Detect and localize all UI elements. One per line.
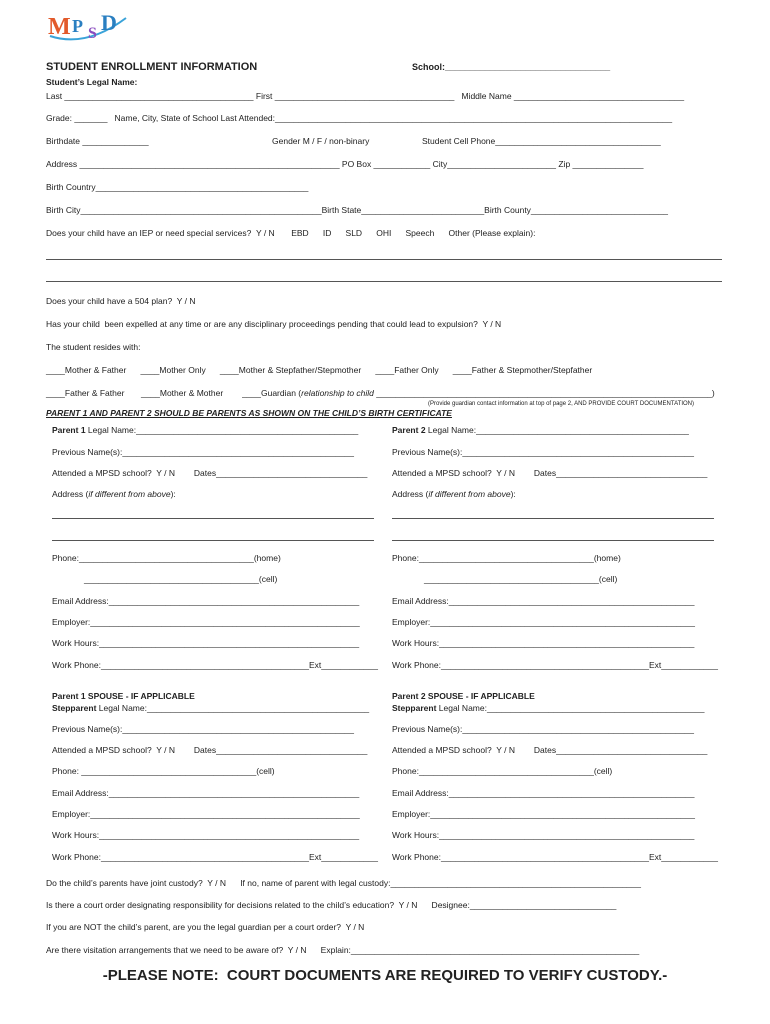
parent1-previous-names[interactable]: Previous Name(s):_________________________________________________ [52,447,355,457]
spouse2-phone[interactable]: Phone:_____________________________________(cell) [392,766,613,776]
birthdate-field[interactable]: Birthdate ______________ [46,136,149,146]
legal-guardian-question[interactable]: If you are NOT the child’s parent, are you the legal guardian per a court order? Y / N [46,922,365,932]
birth-city-state-county-field[interactable]: Birth City___________________________________________________Birth State__________________________Birth County_____________________________ [46,205,669,215]
student-cell-field[interactable]: Student Cell Phone___________________________________ [422,136,661,146]
parent2-work-phone[interactable]: Work Phone:____________________________________________Ext____________ [392,660,718,670]
parent1-address-line-1[interactable] [52,518,374,519]
spouse1-phone[interactable]: Phone: _____________________________________(cell) [52,766,275,776]
student-name-fields[interactable]: Last ________________________________________ First ______________________________________ Middle Name ____________________________________ [46,91,685,101]
address-field[interactable]: Address _______________________________________________________ PO Box ____________ City_______________________ Zip _______________ [46,159,644,169]
student-legal-name-label: Student’s Legal Name: [46,77,138,87]
resides-options-row-2[interactable]: ____Father & Father ____Mother & Mother ____Guardian (relationship to child _______________________________________________________________________) [46,388,715,398]
spouse2-attended-mpsd[interactable]: Attended a MPSD school? Y / N Dates________________________________ [392,745,708,755]
spouse1-attended-mpsd[interactable]: Attended a MPSD school? Y / N Dates________________________________ [52,745,368,755]
guardian-note: (Provide guardian contact information at top of page 2, AND PROVIDE COURT DOCUMENTATION) [428,401,694,407]
parent1-work-phone[interactable]: Work Phone:____________________________________________Ext____________ [52,660,378,670]
spouse1-heading: Parent 1 SPOUSE - IF APPLICABLE [52,691,195,701]
parent2-work-hours[interactable]: Work Hours:______________________________________________________ [392,638,695,648]
spouse1-work-hours[interactable]: Work Hours:_______________________________________________________ [52,830,360,840]
spouse1-previous-names[interactable]: Previous Name(s):_________________________________________________ [52,724,355,734]
parent2-employer[interactable]: Employer:________________________________________________________ [392,617,695,627]
iep-explain-line-1[interactable] [46,259,722,260]
spouse1-work-phone[interactable]: Work Phone:____________________________________________Ext____________ [52,852,378,862]
parent1-address-line-2[interactable] [52,540,374,541]
iep-question[interactable]: Does your child have an IEP or need special services? Y / N EBD ID SLD OHI Speech Other (Please explain): [46,228,536,238]
parent2-address-line-1[interactable] [392,518,714,519]
parent2-attended-mpsd[interactable]: Attended a MPSD school? Y / N Dates________________________________ [392,468,708,478]
resides-options-row-1[interactable]: ____Mother & Father ____Mother Only ____Mother & Stepfather/Stepmother ____Father Only ____Father & Stepmother/Stepfather [46,365,593,375]
spouse2-work-hours[interactable]: Work Hours:______________________________________________________ [392,830,695,840]
form-title: STUDENT ENROLLMENT INFORMATION [46,61,258,73]
expelled-question[interactable]: Has your child been expelled at any time or are any disciplinary proceedings pending that could lead to expulsion? Y / N [46,319,502,329]
parent2-cell-phone[interactable]: _____________________________________(cell) [424,574,618,584]
parent2-previous-names[interactable]: Previous Name(s):_________________________________________________ [392,447,695,457]
spouse2-previous-names[interactable]: Previous Name(s):_________________________________________________ [392,724,695,734]
spouse2-employer[interactable]: Employer:________________________________________________________ [392,809,695,819]
parent2-address-label: Address (if different from above): [392,489,516,499]
parent2-address-line-2[interactable] [392,540,714,541]
visitation-question[interactable]: Are there visitation arrangements that we need to be aware of? Y / N Explain:_____________________________________________________________ [46,945,640,955]
mpsd-logo [46,8,130,42]
spouse1-employer[interactable]: Employer:_________________________________________________________ [52,809,360,819]
school-field[interactable]: School:_________________________________ [412,62,611,72]
iep-explain-line-2[interactable] [46,281,722,282]
plan504-question[interactable]: Does your child have a 504 plan? Y / N [46,296,196,306]
court-documents-note: -PLEASE NOTE: COURT DOCUMENTS ARE REQUIRED TO VERIFY CUSTODY.- [102,967,668,984]
parent1-employer[interactable]: Employer:_________________________________________________________ [52,617,360,627]
spouse1-email[interactable]: Email Address:_____________________________________________________ [52,788,360,798]
parent1-attended-mpsd[interactable]: Attended a MPSD school? Y / N Dates________________________________ [52,468,368,478]
spouse1-legal-name[interactable]: Stepparent Legal Name:_______________________________________________ [52,703,370,713]
parent1-legal-name[interactable]: Parent 1 Legal Name:_______________________________________________ [52,425,359,435]
parent1-home-phone[interactable]: Phone:_____________________________________(home) [52,553,281,563]
parent1-email[interactable]: Email Address:_____________________________________________________ [52,596,360,606]
gender-field[interactable]: Gender M / F / non-binary [272,136,370,146]
logo-letter-d: D [101,10,117,35]
spouse2-heading: Parent 2 SPOUSE - IF APPLICABLE [392,691,535,701]
grade-school-field[interactable]: Grade: _______ Name, City, State of School Last Attended:____________________________________________________________________________________ [46,113,673,123]
logo-letter-m: M [48,14,71,40]
joint-custody-question[interactable]: Do the child’s parents have joint custody? Y / N If no, name of parent with legal custody:_____________________________________________________ [46,878,641,888]
parent1-address-label: Address (if different from above): [52,489,176,499]
parent2-home-phone[interactable]: Phone:_____________________________________(home) [392,553,621,563]
parent2-email[interactable]: Email Address:____________________________________________________ [392,596,695,606]
spouse2-email[interactable]: Email Address:____________________________________________________ [392,788,695,798]
spouse2-legal-name[interactable]: Stepparent Legal Name:______________________________________________ [392,703,705,713]
parent2-legal-name[interactable]: Parent 2 Legal Name:_____________________________________________ [392,425,689,435]
parent1-cell-phone[interactable]: _____________________________________(cell) [84,574,278,584]
resides-with-label: The student resides with: [46,342,141,352]
logo-letter-s: S [88,25,97,42]
parents-notice: PARENT 1 AND PARENT 2 SHOULD BE PARENTS AS SHOWN ON THE CHILD’S BIRTH CERTIFICATE [46,408,452,418]
logo-letter-p: P [72,16,83,36]
spouse2-work-phone[interactable]: Work Phone:____________________________________________Ext____________ [392,852,718,862]
birth-country-field[interactable]: Birth Country_____________________________________________ [46,182,309,192]
parent1-work-hours[interactable]: Work Hours:_______________________________________________________ [52,638,360,648]
court-order-question[interactable]: Is there a court order designating responsibility for decisions related to the child’s education? Y / N Designee:_______________________________ [46,900,617,910]
